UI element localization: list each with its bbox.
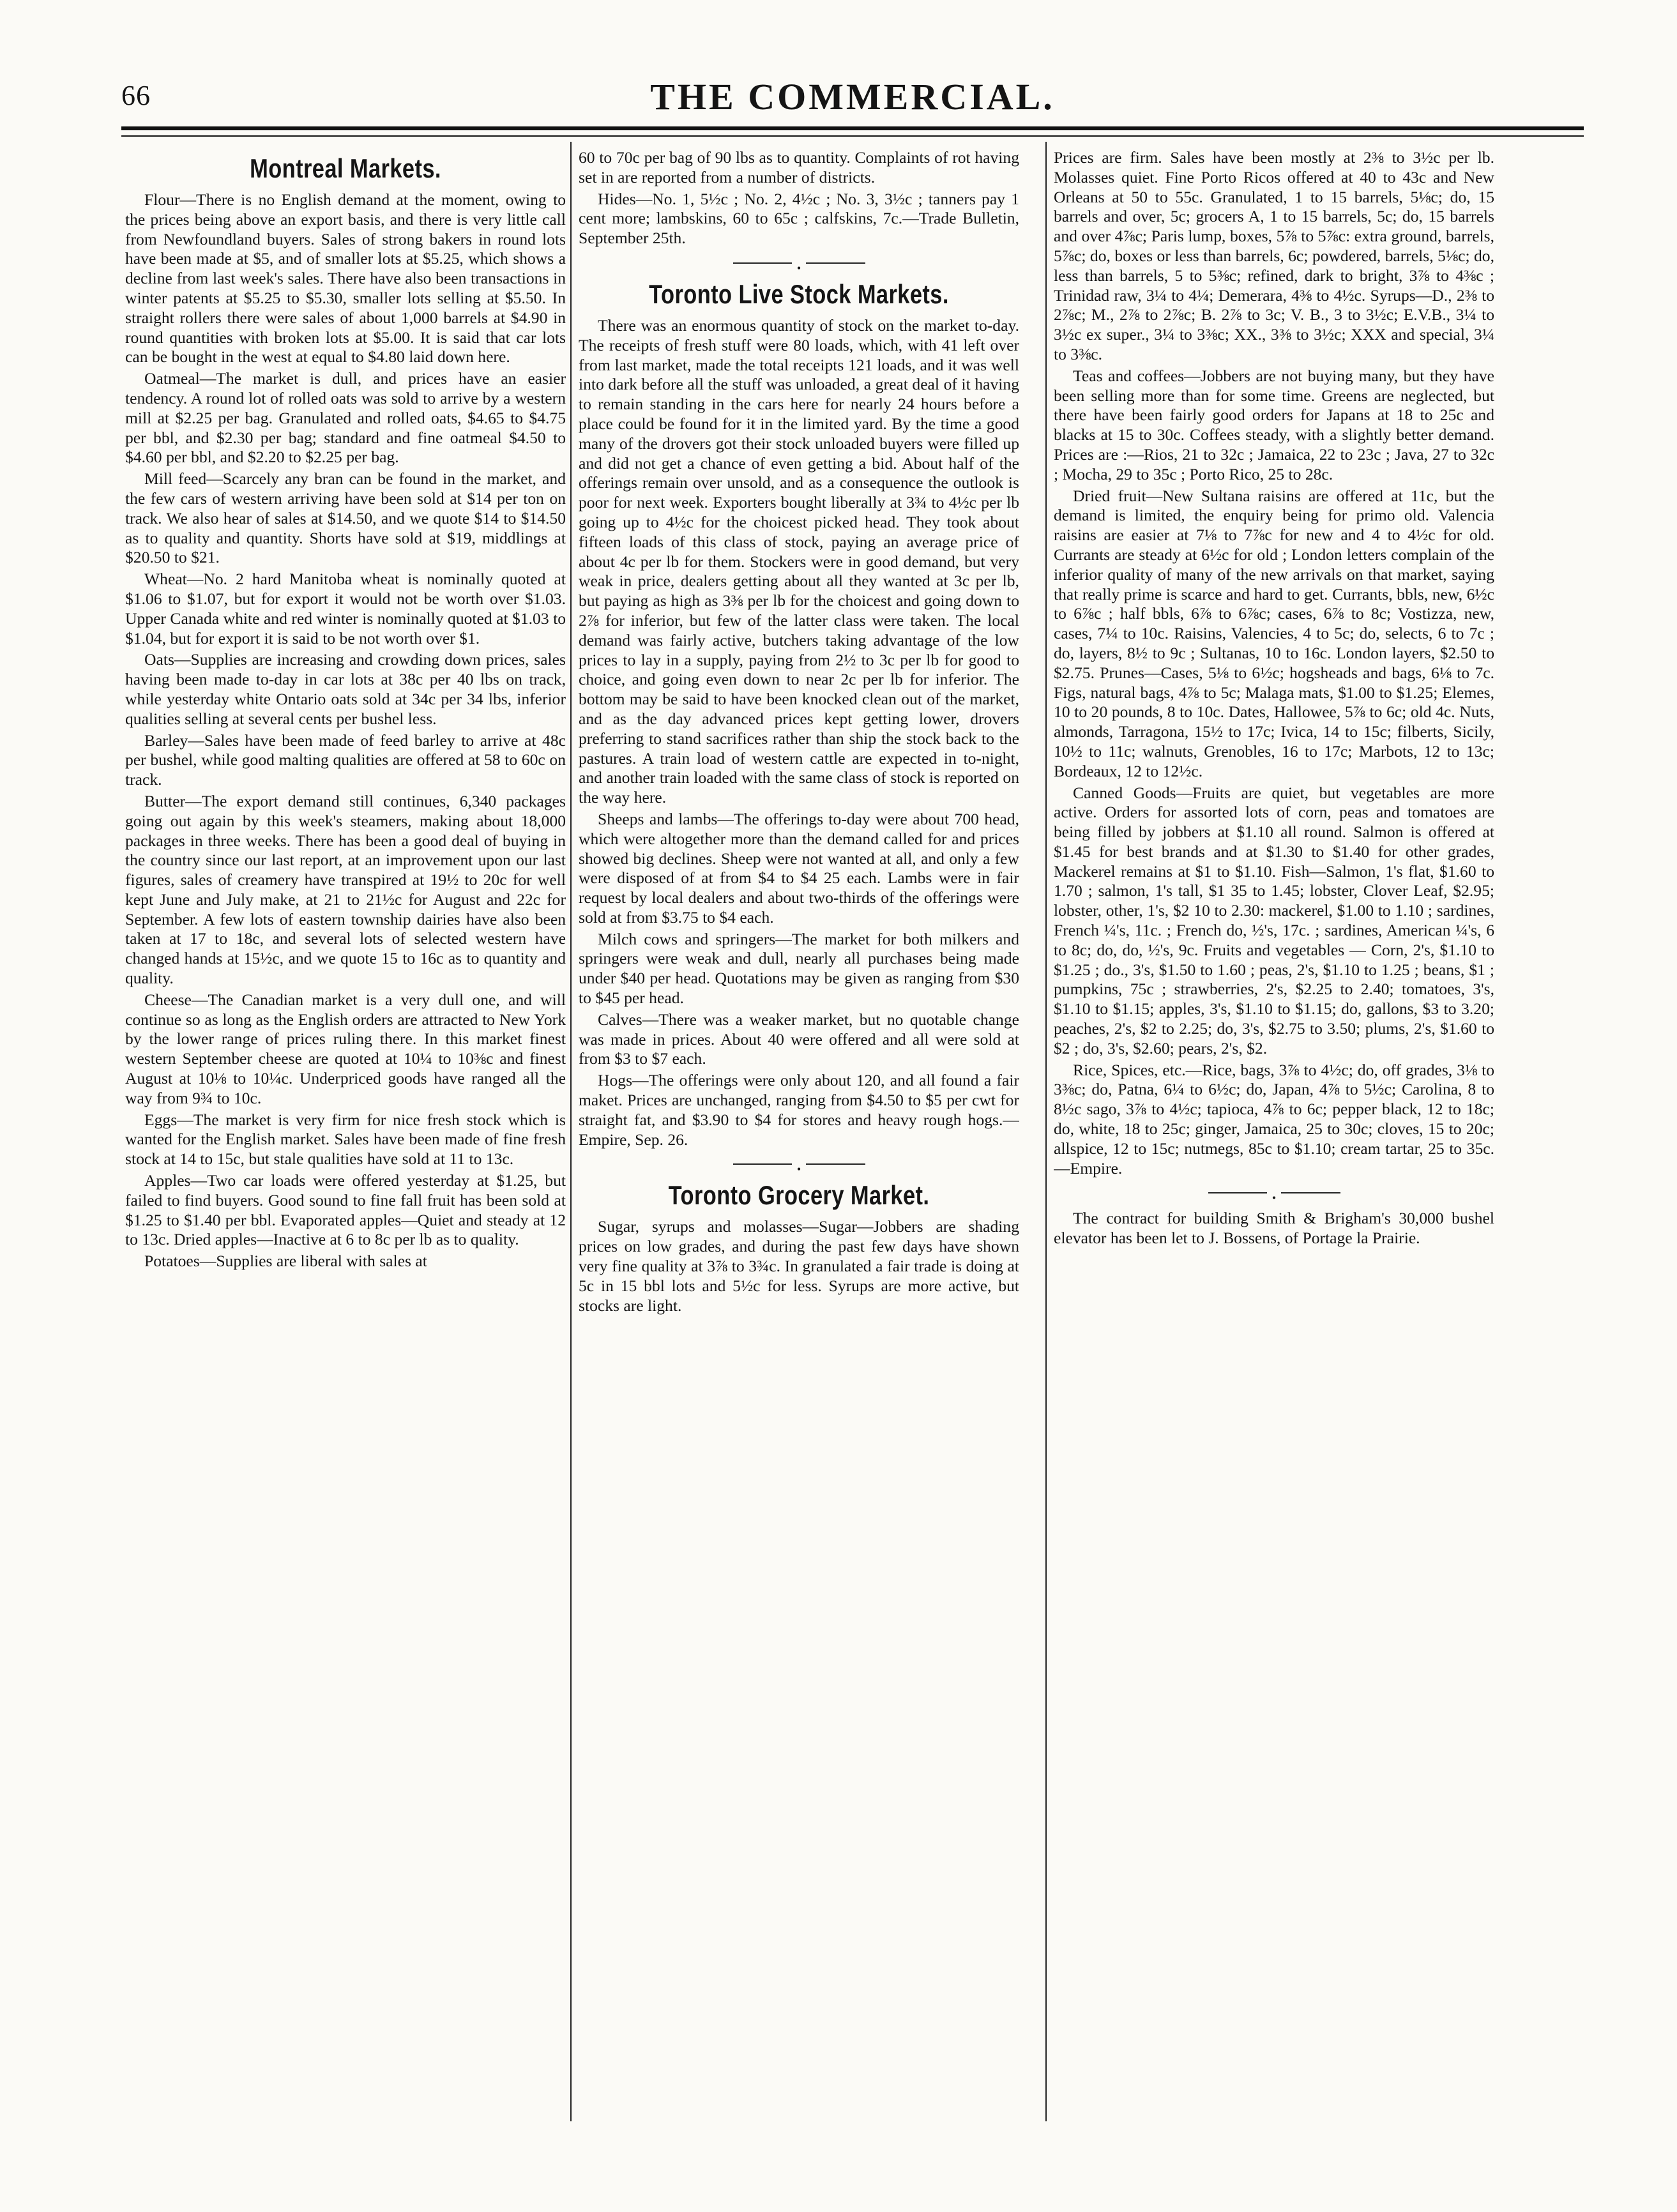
paragraph-mill-feed: Mill feed—Scarcely any bran can be found in the market, and the few cars of western arriving have been sold at $14 per ton on track. We also hear of sales at $14.50, and we quote $14 to $14.50 as to quality and quantity. Shorts have sold at $19, middlings at $20.50 to $21. (125, 469, 566, 567)
paragraph-oats: Oats—Supplies are increasing and crowding down prices, sales having been made to-day in car lots at 38c per 40 lbs on track, while yesterday white Ontario oats sold at 34c per 34 lbs, inferior qualities selling at several cents per bushel less. (125, 650, 566, 728)
paragraph-dried-fruit: Dried fruit—New Sultana raisins are offered at 11c, but the demand is limited, the enquiry being for primo old. Valencia raisins are easier at 7⅛ to 7⅞c for new and 4 to 4½c for old. Currants are steady at 6½c for old ; London letters complain of the inferior quality of many of the new arrivals on that market, saying that really prime is scarce and hard to get. Currants, bbls, new, 6½c to 6⅞c ; half bbls, 6⅞ to 6⅞c; cases, 6⅞ to 8c; Vostizza, new, cases, 7¼ to 10c. Raisins, Valencies, 4 to 5c; do, selects, 6 to 7c ; do, layers, 8½ to 9c ; Sultanas, 10 to 16c. London layers, $2.50 to $2.75. Prunes—Cases, 5⅛ to 6½c; hogsheads and bags, 6⅛ to 7c. Figs, natural bags, 4⅞ to 5c; Malaga mats, $1.00 to $1.25; Elemes, 10 to 20 pounds, 8 to 10c. Dates, Hallowee, 5⅞ to 6c; old 4c. Nuts, almonds, Tarragona, 15½ to 17c; Ivica, 14 to 15c; filberts, Sicily, 10½ to 11c; walnuts, Grenobles, 16 to 17c; Marbots, 12 to 13c; Bordeaux, 12 to 12½c. (1054, 486, 1494, 780)
section-ornament (579, 1158, 1019, 1176)
header-rule (121, 126, 1584, 130)
paragraph-flour: Flour—There is no English demand at the moment, owing to the prices being above an export basis, and there is very little call from Newfoundland buyers. Sales of strong bakers in round lots have been made at $5, and of smaller lots at $5.25, which shows a decline from last week's sales. There have also been transactions in winter patents at $5.25 to $5.30, smaller lots selling at $5.50. In straight rollers there were sales of about 1,000 barrels at $4.90 in round quantities with broken lots at $5.00. It is said that car lots can be bought in the west at equal to $4.80 laid down here. (125, 190, 566, 367)
column-3 (1054, 148, 1494, 2115)
masthead: THE COMMERCIAL. (650, 76, 1055, 117)
ornament-glyph: • (1267, 1192, 1281, 1204)
paragraph-potatoes: Potatoes—Supplies are liberal with sales at (144, 1252, 427, 1271)
paragraph-oatmeal: Oatmeal—The market is dull, and prices have an easier tendency. A round lot of rolled oats was sold to arrive by a western mill at $2.25 per bag. Granulated and rolled oats, $4.65 to $4.75 per bbl, and $2.30 per bag; standard and fine oatmeal $4.50 to $4.60 per bbl, and $2.20 to $2.25 per bag. (125, 369, 566, 467)
header-rule-thin (121, 135, 1584, 137)
paragraph-barley: Barley—Sales have been made of feed barley to arrive at 48c per bushel, while good malting qualities are offered at 58 to 60c on track. (125, 731, 566, 789)
ornament-glyph: • (792, 1163, 806, 1176)
page-number: 66 (121, 80, 151, 111)
section-ornament (579, 257, 1019, 275)
page-header (121, 75, 1584, 126)
paragraph-calves: Calves—There was a weaker market, but no quotable change was made in prices. About 40 were offered and all were sold at from $3 to $7 each. (579, 1010, 1019, 1068)
paragraph-sheep: Sheeps and lambs—The offerings to-day were about 700 head, which were altogether more than the demand called for and prices showed big declines. Sheep were not wanted at all, and only a few were disposed of at from $4 to $4 25 each. Lambs were in fair request by local dealers and about two-thirds of the offerings were sold at from $3.75 to $4 each. (579, 809, 1019, 927)
paragraph-cattle: There was an enormous quantity of stock on the market to-day. The receipts of fresh stuff were 80 loads, which, with 41 left over from last market, made the total receipts 121 loads, and it was well into dark before all the stuff was unloaded, a great deal of it having to remain standing in the cars here for nearly 24 hours before a place could be found for it in the limited yard. By the time a good many of the drovers got their stock unloaded buyers were filled up and did not get a chance of even getting a bid. About half of the offerings remain over unsold, and as a consequence the outlook is poor for next week. Exporters bought liberally at 3¾ to 4½c per lb going up to 4½c for the choicest picked head. They took about fifteen loads of this class of stock, paying an average price of about 4c per lb for them. Stockers were in good demand, but very weak in price, dealers getting about all they wanted at 3c per lb, but paying as high as 3⅜ per lb for the choicest and going down to 2⅞ for inferior, but few of the latter class were taken. The local demand was fairly active, butchers taking advantage of the low prices to lay in a supply, paying from 2½ to 3c per lb for good to choice, and going even down to near 2c per lb for inferior. The bottom may be said to have been knocked clean out of the market, and as the day advanced prices kept getting lower, drovers preferring to stand sacrifices rather than ship the stock back to the pastures. A train load of western cattle are expected in to-night, and another train loaded with the same class of stock is reported on the way here. (579, 315, 1019, 807)
paragraph-milch-cows: Milch cows and springers—The market for both milkers and springers were weak and dull, nearly all purchases being made under $40 per head. Quotations may be given as ranging from $30 to $45 per head. (579, 929, 1019, 1008)
paragraph-butter: Butter—The export demand still continues, 6,340 packages going out again by this week's steamers, making about 18,000 packages in three weeks. There has been a good deal of buying in the country since our last report, at an improvement upon our last figures, sales of creamery have transpired at 19½ to 20c for well kept June and July make, at 21 to 21½c for August and 22c for September. A few lots of eastern township dairies have also been taken at 17 to 18c, and several lots of selected western have changed hands at 15½c, and we quote 15 to 16c as to quantity and quality. (125, 791, 566, 988)
paragraph-canned-goods: Canned Goods—Fruits are quiet, but vegetables are more active. Orders for assorted lots of corn, peas and tomatoes are being filled by jobbers at $1.10 all round. Salmon is offered at $1.45 for best brands and at $1.30 to $1.40 for other grades, Mackerel remains at $1 to $1.10. Fish—Salmon, 1's flat, $1.60 to 1.70 ; salmon, 1's tall, $1 35 to 1.45; lobster, Clover Leaf, $2.95; lobster, other, 1's, $2 10 to 2.30: mackerel, $1.00 to 1.10 ; sardines, French ¼'s, 11c. ; French do, ½'s, 17c. ; sardines, American ¼'s, 6 to 8c; do, do, ½'s, 9c. Fruits and vegetables — Corn, 2's, $1.10 to $1.25 ; do., 3's, $1.50 to 1.60 ; peas, 2's, $1.10 to 1.25 ; beans, $1 ; pumpkins, 75c ; strawberries, 2's, $2.25 to 2.40; tomatoes, 3's, $1.10 to $1.15; apples, 3's, $1.10 to $1.15; do, gallons, $3 to 3.20; peaches, 2's, $2 to 2.25; do, 3's, $2.75 to 3.50; plums, 2's, $1.60 to $2 ; do, 3's, $2.60; pears, 2's, $2. (1054, 783, 1494, 1057)
column-2 (579, 148, 1019, 2115)
paragraph-hides: Hides—No. 1, 5½c ; No. 2, 4½c ; No. 3, 3½c ; tanners pay 1 cent more; lambskins, 60 to 65c ; calfskins, 7c.—Trade Bulletin, September 25th. (579, 189, 1019, 248)
paragraph-potatoes-cont: 60 to 70c per bag of 90 lbs as to quantity. Complaints of rot having set in are reported from a number of districts. (579, 148, 1019, 186)
section-title-live-stock: Toronto Live Stock Markets. (649, 278, 949, 309)
ornament-glyph: • (792, 262, 806, 275)
column-divider (570, 142, 572, 2121)
section-ornament (1054, 1187, 1494, 1205)
paragraph-wheat: Wheat—No. 2 hard Manitoba wheat is nominally quoted at $1.06 to $1.07, but for export it would not be worth over $1.03. Upper Canada white and red winter is nominally quoted at $1.03 to $1.04, but for export it is said to be not worth over $1. (125, 570, 566, 648)
column-divider (1045, 142, 1047, 2121)
paragraph-eggs: Eggs—The market is very firm for nice fresh stock which is wanted for the English market. Sales have been made of fine fresh stock at 14 to 15c, but stale qualities have sold at 11 to 13c. (125, 1110, 566, 1169)
paragraph-elevator-contract: The contract for building Smith & Brigham's 30,000 bushel elevator has been let to J. Bossens, of Portage la Prairie. (1054, 1209, 1494, 1248)
paragraph-apples: Apples—Two car loads were offered yesterday at $1.25, but failed to find buyers. Good sound to fine fall fruit has been sold at $1.25 to $1.40 per bbl. Evaporated apples—Quiet and steady at 12 to 13c. Dried apples—Inactive at 6 to 8c per lb as to quality. (125, 1171, 566, 1249)
section-title-grocery: Toronto Grocery Market. (668, 1180, 930, 1211)
paragraph-hogs: Hogs—The offerings were only about 120, and all found a fair maket. Prices are unchanged, ranging from $4.50 to $5 per cwt for straight fat, and $3.90 to $4 for stores and heavy rough hogs.—Empire, Sep. 26. (579, 1071, 1019, 1149)
section-title-montreal: Montreal Markets. (250, 153, 441, 183)
column-1 (125, 148, 566, 2115)
paragraph-rice-spices: Rice, Spices, etc.—Rice, bags, 3⅞ to 4½c; do, off grades, 3⅛ to 3⅜c; do, Patna, 6¼ to 6½c; do, Japan, 4⅞ to 5½c; Carolina, 8 to 8½c sago, 3⅞ to 4½c; tapioca, 4⅞ to 6c; pepper black, 12 to 18c; do, white, 18 to 25c; ginger, Jamaica, 25 to 30c; cloves, 15 to 20c; allspice, 12 to 15c; nutmegs, 85c to $1.10; cream tartar, 25 to 35c. —Empire. (1054, 1060, 1494, 1178)
paragraph-cheese: Cheese—The Canadian market is a very dull one, and will continue so as long as the English orders are attracted to New York by the lower range of prices ruling there. In this market finest western September cheese are quoted at 10¼ to 10⅜c and finest August at 10⅛ to 10¼c. Underpriced goods have ranged all the way from 9¾ to 10c. (125, 990, 566, 1107)
paragraph-sugar-cont: Prices are firm. Sales have been mostly at 2⅜ to 3½c per lb. Molasses quiet. Fine Porto Ricos offered at 40 to 43c and New Orleans at 50 to 55c. Granulated, 1 to 15 barrels, 5⅛c; do, 15 barrels and over, 5c; grocers A, 1 to 15 barrels, 5c; do, 15 barrels and over 4⅞c; Paris lump, boxes, 5⅞ to 5⅞c: extra ground, barrels, 5⅞c; do, boxes or less than barrels, 6c; powdered, barrels, 5⅛c; do, less than barrels, 5 to 5⅜c; refined, dark to bright, 3⅞ to 4⅜c ; Trinidad raw, 3¼ to 4¼; Demerara, 4⅜ to 4½c. Syrups—D., 2⅜ to 2⅞c; M., 2⅞ to 2⅞c; B. 2⅞ to 3c; V. B., 3 to 3½c; E.V.B., 3¼ to 3½c ex super., 3¼ to 3⅜c; XX., 3⅜ to 3½c; XXX and special, 3¼ to 3⅜c. (1054, 148, 1494, 363)
paragraph-teas: Teas and coffees—Jobbers are not buying many, but they have been selling more than for some time. Greens are neglected, but there have been fairly good orders for Japans at 18 to 25c and blacks at 15 to 30c. Coffees steady, with a slightly better demand. Prices are :—Rios, 21 to 32c ; Jamaica, 22 to 23c ; Java, 27 to 32c ; Mocha, 29 to 35c ; Porto Rico, 25 to 28c. (1054, 366, 1494, 483)
paragraph-sugar: Sugar, syrups and molasses—Sugar—Jobbers are shading prices on low grades, and during the past few days have shown very fine quality at 3⅞ to 3¾c. In granulated a fair trade is doing at 5c in 15 bbl lots and 5½c for less. Syrups are more active, but stocks are light. (579, 1217, 1019, 1315)
